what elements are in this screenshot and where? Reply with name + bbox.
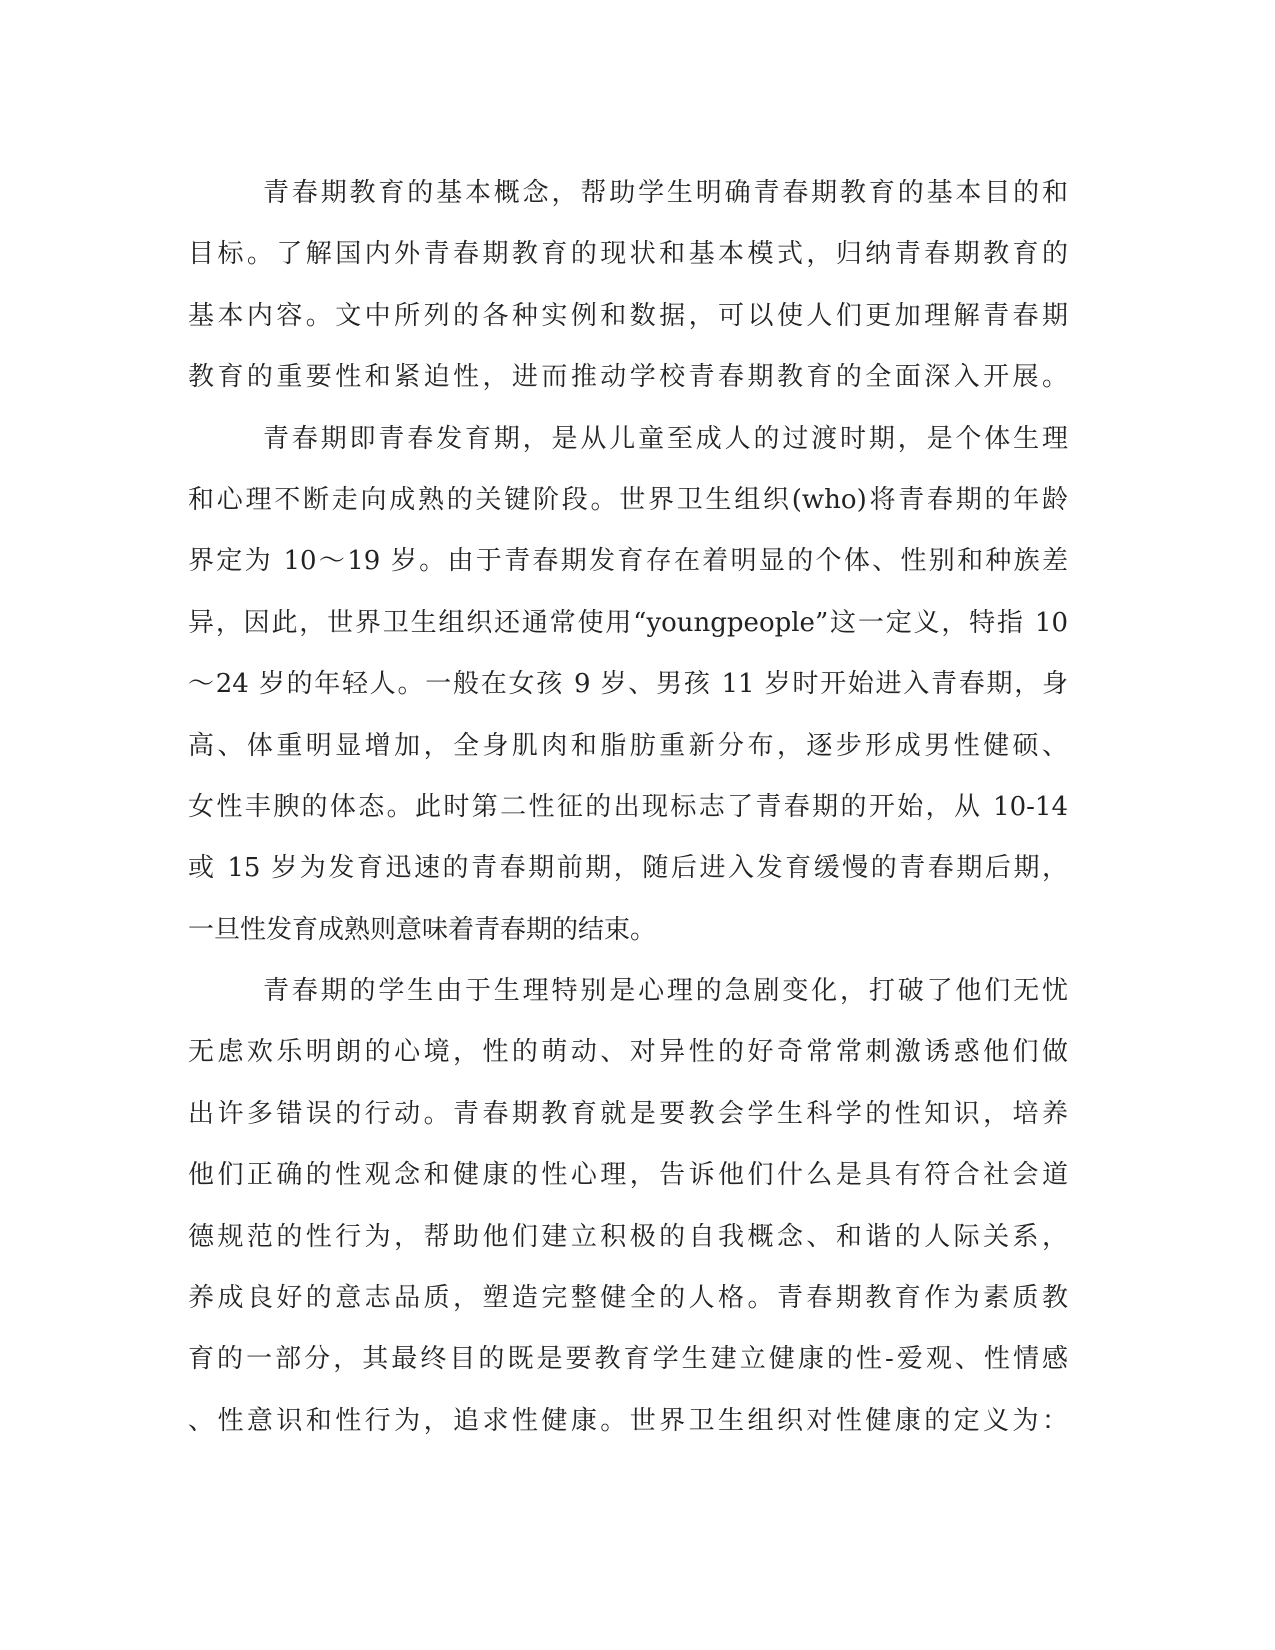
paragraph-2-line-7: 女性丰腴的体态。此时第二性征的出现标志了青春期的开始，从 10-14 xyxy=(188,791,1068,822)
paragraph-1-line-3: 基本内容。文中所列的各种实例和数据，可以使人们更加理解青春期 xyxy=(188,300,1068,331)
body-text xyxy=(188,163,1068,1452)
paragraph-2-line-6: 高、体重明显增加，全身肌肉和脂肪重新分布，逐步形成男性健硕、 xyxy=(188,730,1068,761)
paragraph-3-line-2: 无虑欢乐明朗的心境，性的萌动、对异性的好奇常常刺激诱惑他们做 xyxy=(188,1037,1068,1068)
paragraph-1-line-1: 青春期教育的基本概念，帮助学生明确青春期教育的基本目的和 xyxy=(263,178,1068,208)
paragraph-3-line-7: 育的一部分，其最终目的既是要教育学生建立健康的性-爱观、性情感 xyxy=(188,1344,1068,1375)
paragraph-3-line-4: 他们正确的性观念和健康的性心理，告诉他们什么是具有符合社会道 xyxy=(188,1160,1068,1191)
paragraph-2-line-5: ～24 岁的年轻人。一般在女孩 9 岁、男孩 11 岁时开始进入青春期，身 xyxy=(188,669,1068,700)
paragraph-2-line-4: 异，因此，世界卫生组织还通常使用“youngpeople”这一定义，特指 10 xyxy=(188,607,1068,638)
paragraph-2-line-8: 或 15 岁为发育迅速的青春期前期，随后进入发育缓慢的青春期后期， xyxy=(188,853,1068,884)
paragraph-3-line-1: 青春期的学生由于生理特别是心理的急剧变化，打破了他们无忧 xyxy=(263,976,1068,1007)
paragraph-2-line-1: 青春期即青春发育期，是从儿童至成人的过渡时期，是个体生理 xyxy=(263,423,1068,454)
paragraph-3-line-3: 出许多错误的行动。青春期教育就是要教会学生科学的性知识，培养 xyxy=(188,1098,1068,1129)
paragraph-3-line-8: 、性意识和性行为，追求性健康。世界卫生组织对性健康的定义为： xyxy=(188,1405,1068,1436)
paragraph-3-line-5: 德规范的性行为，帮助他们建立积极的自我概念、和谐的人际关系， xyxy=(188,1221,1068,1252)
paragraph-3-line-6: 养成良好的意志品质，塑造完整健全的人格。青春期教育作为素质教 xyxy=(188,1283,1068,1314)
paragraph-2-line-2: 和心理不断走向成熟的关键阶段。世界卫生组织(who)将青春期的年龄 xyxy=(188,484,1068,515)
paragraph-2-line-9: 一旦性发育成熟则意味着青春期的结束。 xyxy=(188,914,657,945)
paragraph-1-line-4: 教育的重要性和紧迫性，进而推动学校青春期教育的全面深入开展。 xyxy=(188,362,1068,393)
paragraph-2-line-3: 界定为 10～19 岁。由于青春期发育存在着明显的个体、性别和种族差 xyxy=(188,546,1068,577)
paragraph-1-line-2: 目标。了解国内外青春期教育的现状和基本模式，归纳青春期教育的 xyxy=(188,239,1068,270)
